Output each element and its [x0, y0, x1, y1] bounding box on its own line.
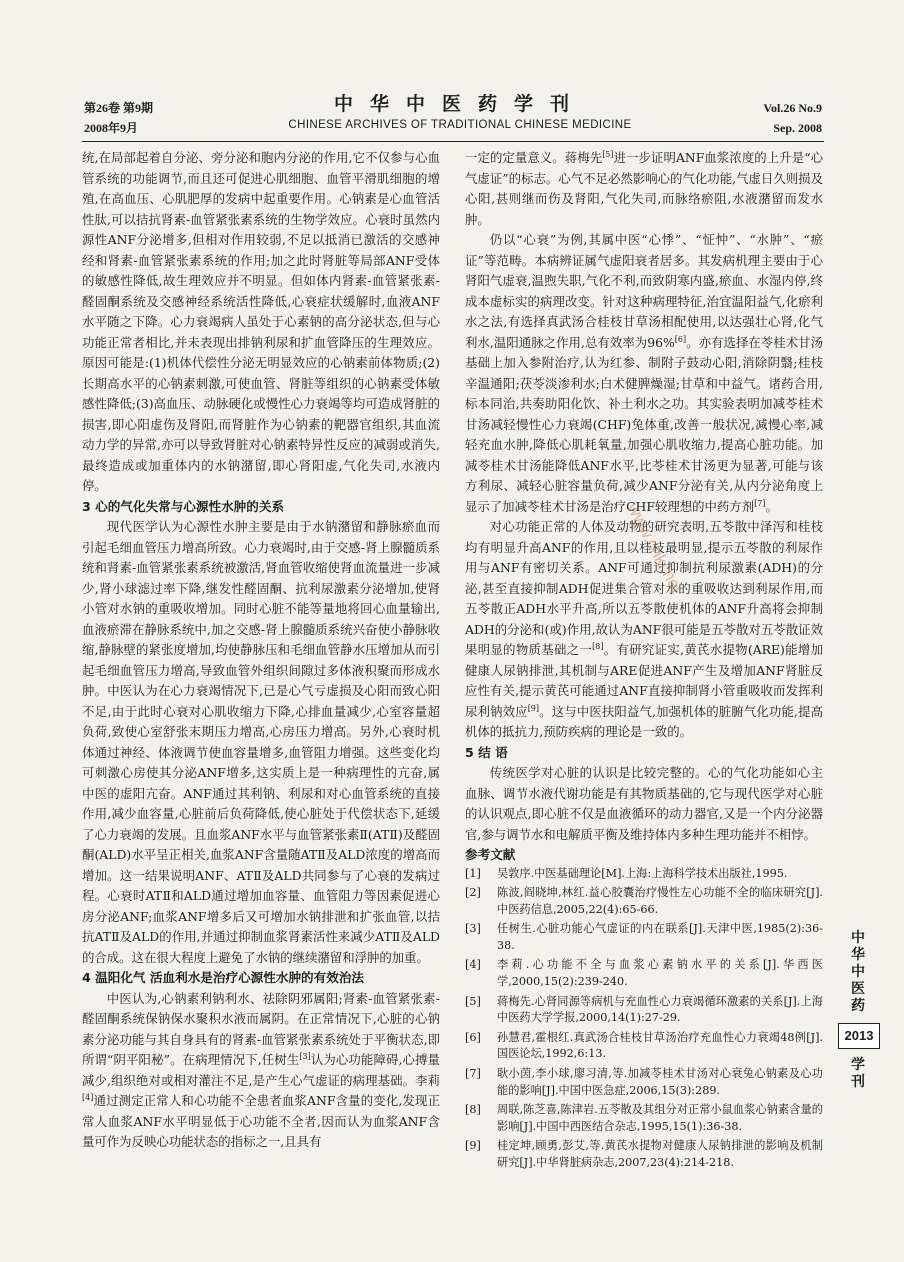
date-zh: 2008年9月	[84, 121, 139, 135]
reference-item: [5] 蒋梅先.心肾同源等病机与充血性心力衰竭循环激素的关系[J].上海中医药大学学报,2000,14(1):27-29.	[465, 994, 823, 1025]
paragraph: 中医认为,心钠素利钠利水、祛除阴邪属阳;肾素-血管紧张素-醛固酮系统保钠保水聚积水液而属阴。在正常情况下,心脏的心钠素分泌功能与其自身具有的肾素-血管紧张素系统处于平衡状态,即所谓“阴平阳秘”。在病理情况下,任树生[3]认为心功能障碍,心搏量减少,组织绝对或相对灌注不足,是产生心气虚证的病理基础。李莉[4]通过测定正常人和心功能不全患者血浆ANF含量的变化,发现正常人血浆ANF水平明显低于心功能不全者,因而认为血浆ANF含量可作为反映心功能状态的指标之一,且具有	[82, 990, 440, 1149]
reference-item: [7] 耿小茵,李小球,廖习清,等.加减苓桂术甘汤对心衰兔心钠素及心功能的影响[J].中国中医急症,2006,15(3):289.	[465, 1067, 823, 1097]
citation: [9]	[527, 703, 540, 713]
left-column	[82, 148, 440, 1153]
page-number: 2013	[838, 1023, 880, 1049]
date-en: Sep. 2008	[773, 121, 822, 135]
reference-list	[465, 866, 823, 1172]
volume-issue-zh: 第26卷 第9期	[84, 101, 154, 115]
header-rule	[82, 141, 824, 142]
journal-title-en: CHINESE ARCHIVES OF TRADITIONAL CHINESE MEDICINE	[288, 119, 632, 131]
section-heading-5: 5 结 语	[465, 744, 508, 760]
right-column	[465, 148, 823, 1175]
side-journal-name: 中 华 中 医 药	[851, 930, 865, 1014]
citation: [3]	[299, 1051, 311, 1061]
reference-item: [3] 任树生.心脏功能心气虚证的内在联系[J].天津中医,1985(2):36-38.	[465, 922, 823, 952]
header-right	[763, 98, 822, 138]
journal-title-block	[250, 92, 670, 131]
reference-item: [1] 吴敦序.中医基础理论[M].上海:上海科学技术出版社,1995.	[465, 866, 788, 880]
citation: [8]	[592, 641, 604, 651]
section-heading-4: 4 温阳化气 活血利水是治疗心源性水肿的有效治法	[82, 970, 365, 985]
paragraph: 统,在局部起着自分泌、旁分泌和胞内分泌的作用,它不仅参与心血管系统的功能调节,而且还可促进心肌细胞、血管平滑肌细胞的增殖,在高血压、心肌肥厚的发病中起重要作用。心钠素是心血管活性肽,可以拮抗肾素-血管紧张素系统的生物学效应。心衰时虽然内源性ANF分泌增多,但相对作用较弱,不足以抵消已激活的交感神经和肾素-血管紧张素系统的作用;加之此时肾脏等局部ANF受体的敏感性降低,故生理效应并不明显。但如体内肾素-血管紧张素-醛固酮系统及交感神经系统活性降低,心衰症状缓解时,血液ANF水平随之下降。心力衰竭病人虽处于心素钠的高分泌状态,但与心功能正常者相比,并未表现出排钠利尿和扩血管降压的生理效应。原因可能是:(1)机体代偿性分泌无明显效应的心钠素前体物质;(2)长期高水平的心钠素刺激,可使血管、肾脏等组织的心钠素受体敏感性降低;(3)高血压、动脉硬化或慢性心力衰竭等均可造成肾脏的损害,即心阳虚伤及肾阳,而肾脏作为心钠素的靶器官组织,其血流动力学的异常,亦可以导致肾脏对心钠素特异性反应的减弱或消失,最终造成或加重体内的水钠潴留,即心肾阳虚,气化失司,水液内停。	[82, 150, 440, 493]
paragraph: 一定的定量意义。蒋梅先[5]进一步证明ANF血浆浓度的上升是“心气虚证”的标志。心气不足必然影响心的气化功能,气虚日久则损及心阳,甚则继而伤及肾阳,气化失司,而脉络瘀阻,水液潴留而发水肿。	[465, 149, 823, 227]
paragraph: 传统医学对心脏的认识是比较完整的。心的气化功能如心主血脉、调节水液代谢功能是有其物质基础的,它与现代医学对心脏的认识观点,即心脏不仅是血液循环的动力器官,又是一个内分泌器官,参与调节水和电解质平衡及维持体内多种生理功能并不相悖。	[465, 765, 823, 842]
reference-item: [8] 周联,陈芝喜,陈津岩.五苓散及其组分对正常小鼠血浆心钠素含量的影响[J].中国中西医结合杂志,1995,15(1):36-38.	[465, 1103, 823, 1133]
reference-item: [4] 李莉.心功能不全与血浆心素钠水平的关系[J].华西医学,2000,15(2):239-240.	[465, 958, 823, 989]
citation: [5]	[602, 149, 614, 159]
watermark: www.cnki.net	[623, 500, 687, 597]
reference-item: [2] 陈波,阎晓坤,林红.益心胶囊治疗慢性左心功能不全的临床研究[J].中医药信息,2005,22(4):65-66.	[465, 886, 823, 916]
citation: [4]	[82, 1092, 94, 1102]
reference-item: [6] 孙慧君,霍根红.真武汤合桂枝甘草汤治疗充血性心力衰竭48例[J].国医论坛,1992,6:13.	[465, 1030, 823, 1061]
citation: [6]	[674, 334, 687, 344]
paragraph: 仍以“心衰”为例,其属中医“心悸”、“怔忡”、“水肿”、“瘀证”等范畴。本病辨证属气虚阳衰者居多。其发病机理主要由于心肾阳气虚衰,温煦失职,气化不利,而致阴寒内盛,瘀血、水湿内停,终成本虚标实的病理改变。针对这种病理特征,治宜温阳益气,化瘀利水之法,有选择真武汤合桂枝甘草汤相配使用,以达强壮心肾,化气利水,温阳通脉之作用,总有效率为96%[6]。亦有选择在苓桂术甘汤基础上加入参附治疗,认为红参、制附子鼓动心阳,消除阴翳;桂枝辛温通阳;茯苓淡渗利水;白术健脾燥湿;甘草和中益气。诸药合用,标本同治,共奏助阳化饮、补土利水之功。其实验表明加减苓桂术甘汤减轻慢性心力衰竭(CHF)兔体重,改善一般状况,减慢心率,减轻充血水肿,降低心肌耗氧量,加强心肌收缩力,提高心脏功能。加减苓桂术甘汤能降低ANF水平,比苓桂术甘汤更为显著,可能与该方利尿、减轻心脏容量负荷,减少ANF分泌有关,从内分泌角度上显示了加减苓桂术甘汤是治疗CHF较理想的中药方剂[7]。	[465, 232, 824, 514]
paragraph: 对心功能正常的人体及动物的研究表明,五苓散中泽泻和桂枝均有明显升高ANF的作用,且以桂枝最明显,提示五苓散的利尿作用与ANF有密切关系。ANF可通过抑制抗利尿激素(ADH)的分泌,甚至直接抑制ADH促进集合管对水的重吸收达到利尿作用,而五苓散正ADH水平升高,所以五苓散使机体的ANF升高将会抑制ADH的分泌和(或)作用,故认为ANF很可能是五苓散对五苓散证效果明显的物质基础之一[8]。有研究证实,黄芪水提物(ARE)能增加健康人尿钠排泄,其机制与ARE促进ANF产生及增加ANF肾脏反应性有关,提示黄芪可能通过ANF直接抑制肾小管重吸收而发挥利尿利钠效应[9]。这与中医扶阳益气,加强机体的脏腑气化功能,提高机体的抵抗力,预防疾病的理论是一致的。	[465, 519, 824, 739]
side-journal-suffix: 学 刊	[851, 1057, 865, 1090]
section-heading-3: 3 心的气化失常与心源性水肿的关系	[82, 498, 285, 514]
journal-title-zh: 中华中医药学刊	[333, 93, 586, 115]
citation: [7]	[754, 498, 766, 508]
reference-item: [9] 桂定坤,顾勇,彭艾,等.黄芪水提物对健康人尿钠排泄的影响及机制研究[J].中华肾脏病杂志,2007,23(4):214-218.	[465, 1139, 823, 1169]
side-tab	[838, 930, 878, 1091]
references-title: 参考文献	[465, 847, 516, 862]
volume-issue-en: Vol.26 No.9	[763, 101, 822, 115]
header-left	[84, 98, 153, 138]
paragraph: 现代医学认为心源性水肿主要是由于水钠潴留和静脉瘀血而引起毛细血管压力增高所致。心力衰竭时,由于交感-肾上腺髓质系统和肾素-血管紧张素系统被激活,肾血管收缩使肾血流量进一步减少,肾小球滤过率下降,继发性醛固酮、抗利尿激素分泌增加,使肾小管对水钠的重吸收增加。同时心脏不能等量地将回心血量输出,血液瘀滞在静脉系统中,加之交感-肾上腺髓质系统兴奋使小静脉收缩,静脉壁的紧张度增加,均使静脉压和毛细血管静水压增加从而引起毛细血管压力增高,导致血管外组织间隙过多体液积聚而形成水肿。中医认为在心力衰竭情况下,已是心气亏虚损及心阳而致心阳不足,由于此时心衰对心肌收缩力下降,心排血量减少,心室容量超负荷,致使心室舒张末期压力增高,心房压力增高。另外,心衰时机体通过神经、体液调节使血容量增多,血管阻力增强。这些变化均可刺激心房使其分泌ANF增多,这实质上是一种病理性的亢奋,属中医的虚阳亢奋。ANF通过其利钠、利尿和对心血管系统的直接作用,减少血容量,心脏前后负荷降低,使心脏处于代偿状态下,延缓了心力衰竭的发展。且血浆ANF水平与血管紧张素Ⅱ(ATⅡ)及醛固酮(ALD)水平呈正相关,血浆ANF含量随ATⅡ及ALD浓度的增高而增加。这一结果说明ANF、ATⅡ及ALD共同参与了心衰的发病过程。心衰时ATⅡ和ALD通过增加血容量、血管阻力等因素促进心房分泌ANF;血浆ANF增多后又可增加水钠排泄和扩张血管,以拮抗ATⅡ及ALD的作用,并通过抑制血浆肾素活性来减少ATⅡ及ALD的合成。这在很大程度上避免了水钠的继续潴留和浮肿的加重。	[82, 519, 440, 965]
